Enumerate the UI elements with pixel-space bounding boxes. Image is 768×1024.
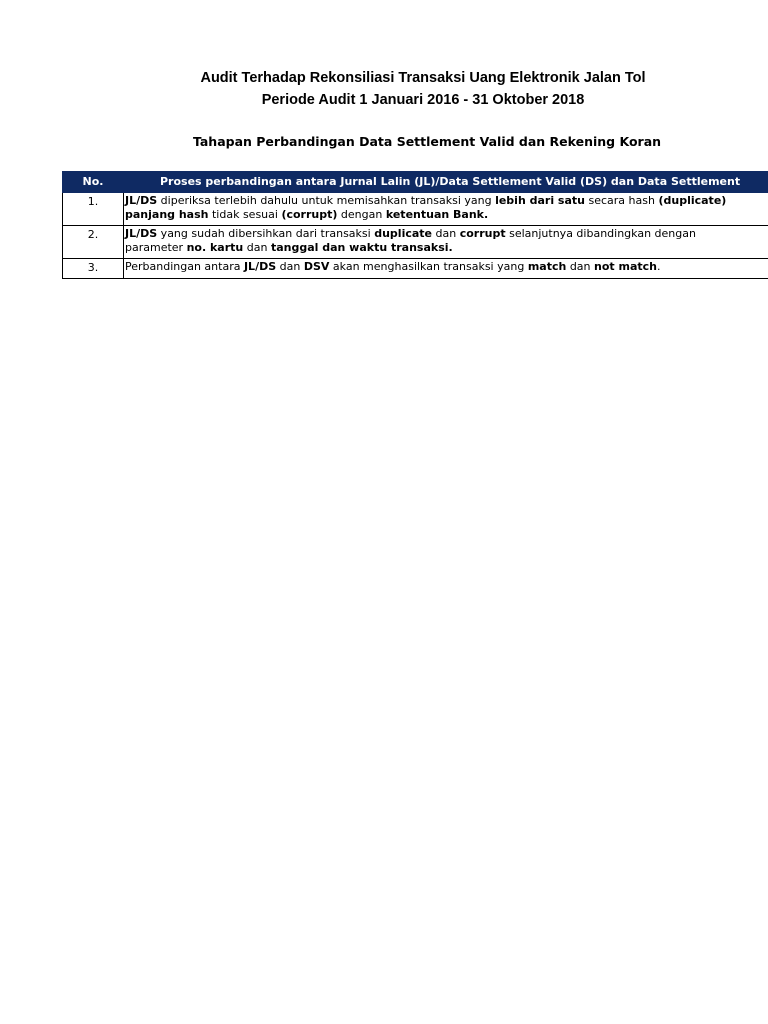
text-normal: .: [657, 260, 661, 273]
text-normal: yang sudah dibersihkan dari transaksi: [157, 227, 375, 240]
text-normal: dan: [276, 260, 304, 273]
text-bold: JL/DS: [125, 227, 158, 240]
text-bold: panjang hash: [125, 208, 209, 221]
row-number: 1.: [63, 193, 124, 226]
text-bold: JL/DS: [125, 194, 158, 207]
process-table: [62, 171, 768, 279]
header-no: No.: [63, 172, 124, 193]
text-bold: not match: [594, 260, 658, 273]
row-description: [124, 193, 768, 226]
description-line: [125, 227, 768, 241]
text-normal: dan: [566, 260, 595, 273]
audit-period: Periode Audit 1 Januari 2016 - 31 Oktober 2018: [261, 92, 585, 108]
row-description: [124, 226, 768, 259]
description-line: [125, 241, 768, 255]
text-bold: no. kartu: [186, 241, 244, 254]
table-row: [63, 259, 768, 279]
text-normal: tidak sesuai: [208, 208, 282, 221]
description-line: [125, 194, 768, 208]
text-normal: akan menghasilkan transaksi yang: [329, 260, 528, 273]
text-normal: parameter: [125, 241, 187, 254]
description-line: [125, 208, 768, 222]
text-normal: selanjutnya dibandingkan dengan: [505, 227, 696, 240]
text-bold: lebih dari satu: [495, 194, 585, 207]
text-bold: duplicate: [374, 227, 433, 240]
table-row: [63, 226, 768, 259]
text-normal: dengan: [337, 208, 386, 221]
row-number: 3.: [63, 259, 124, 279]
text-bold: tanggal dan waktu transaksi.: [270, 241, 453, 254]
table-row: [63, 193, 768, 226]
text-normal: Perbandingan antara: [125, 260, 244, 273]
document-title: Audit Terhadap Rekonsiliasi Transaksi Uang Elektronik Jalan Tol: [200, 70, 646, 86]
row-number: 2.: [63, 226, 124, 259]
section-subtitle: Tahapan Perbandingan Data Settlement Valid dan Rekening Koran: [192, 134, 662, 149]
text-normal: dan: [432, 227, 460, 240]
text-bold: (duplicate): [658, 194, 727, 207]
text-bold: JL/DS: [243, 260, 277, 273]
row-description: [124, 259, 768, 279]
text-bold: match: [527, 260, 567, 273]
text-bold: DSV: [303, 260, 330, 273]
text-normal: diperiksa terlebih dahulu untuk memisahkan transaksi yang: [157, 194, 496, 207]
text-bold: (corrupt): [281, 208, 338, 221]
text-bold: corrupt: [459, 227, 506, 240]
text-bold: ketentuan Bank.: [385, 208, 489, 221]
process-table-container: [62, 171, 768, 291]
text-normal: dan: [243, 241, 271, 254]
text-normal: secara hash: [585, 194, 659, 207]
table-header-row: [63, 172, 768, 193]
description-line: [125, 260, 768, 274]
header-process: Proses perbandingan antara Jurnal Lalin (JL)/Data Settlement Valid (DS) dan Data Settlement: [124, 172, 768, 193]
